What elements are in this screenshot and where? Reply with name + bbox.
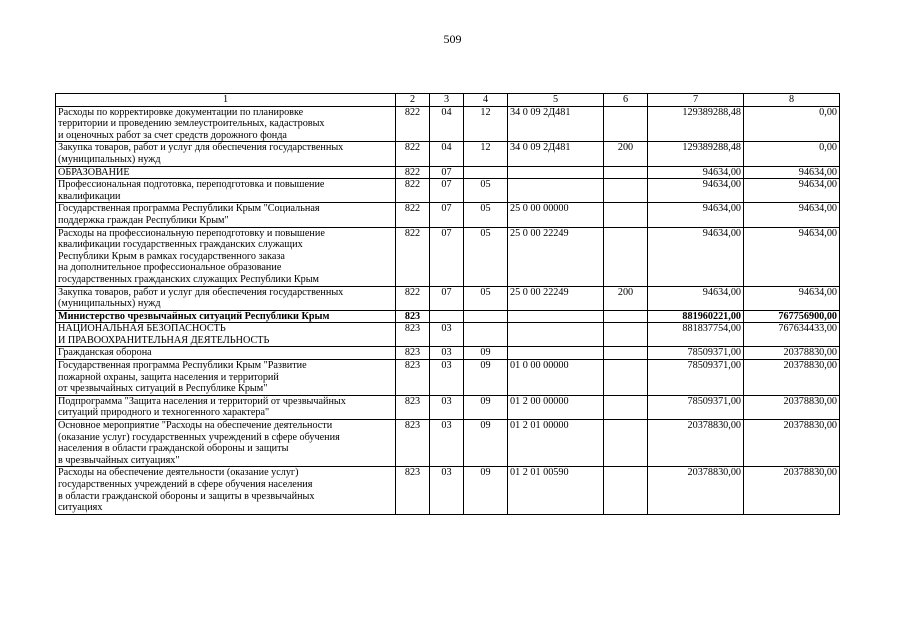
- amount-year-1: 78509371,00: [648, 395, 744, 419]
- target-article-code: 34 0 09 2Д481: [508, 142, 604, 166]
- amount-year-1: 881960221,00: [648, 310, 744, 323]
- subsection-code: 09: [464, 467, 508, 514]
- column-header-8: 8: [744, 94, 840, 107]
- amount-year-2: 20378830,00: [744, 420, 840, 467]
- expense-type-code: [604, 360, 648, 396]
- amount-year-1: 20378830,00: [648, 467, 744, 514]
- amount-year-2: 94634,00: [744, 179, 840, 203]
- subsection-code: 09: [464, 347, 508, 360]
- subsection-code: [464, 166, 508, 179]
- column-header-5: 5: [508, 94, 604, 107]
- section-code: 03: [430, 467, 464, 514]
- expense-type-code: 200: [604, 286, 648, 310]
- table-row: [56, 310, 840, 323]
- amount-year-1: 94634,00: [648, 203, 744, 227]
- page-number: 509: [443, 32, 462, 46]
- row-name: Расходы на профессиональную переподготовку и повышение квалификации государственных гражданских служащих Республики Крым в рамках государственного заказа на дополнительное профессиональное образование государственных гражданских служащих Республики Крым: [56, 227, 396, 286]
- target-article-code: [508, 166, 604, 179]
- column-header-4: 4: [464, 94, 508, 107]
- target-article-code: 01 2 01 00000: [508, 420, 604, 467]
- ministry-code: 823: [396, 310, 430, 323]
- subsection-code: 12: [464, 142, 508, 166]
- ministry-code: 822: [396, 179, 430, 203]
- amount-year-2: 20378830,00: [744, 395, 840, 419]
- row-name: Закупка товаров, работ и услуг для обеспечения государственных (муниципальных) нужд: [56, 142, 396, 166]
- column-header-3: 3: [430, 94, 464, 107]
- expense-type-code: [604, 323, 648, 347]
- ministry-code: 823: [396, 467, 430, 514]
- table-row: [56, 227, 840, 286]
- table-row: [56, 179, 840, 203]
- amount-year-2: 20378830,00: [744, 467, 840, 514]
- table-row: [56, 166, 840, 179]
- budget-table: [55, 93, 840, 515]
- subsection-code: 05: [464, 203, 508, 227]
- amount-year-2: 94634,00: [744, 166, 840, 179]
- table-row: [56, 467, 840, 514]
- column-header-2: 2: [396, 94, 430, 107]
- amount-year-2: 0,00: [744, 142, 840, 166]
- amount-year-2: 20378830,00: [744, 347, 840, 360]
- subsection-code: 12: [464, 106, 508, 142]
- row-name: Министерство чрезвычайных ситуаций Республики Крым: [56, 310, 396, 323]
- amount-year-2: 94634,00: [744, 203, 840, 227]
- section-code: 03: [430, 420, 464, 467]
- ministry-code: 823: [396, 323, 430, 347]
- amount-year-1: 129389288,48: [648, 106, 744, 142]
- section-code: 03: [430, 395, 464, 419]
- amount-year-2: 94634,00: [744, 227, 840, 286]
- target-article-code: [508, 323, 604, 347]
- section-code: 07: [430, 166, 464, 179]
- table-row: [56, 347, 840, 360]
- amount-year-1: 78509371,00: [648, 347, 744, 360]
- subsection-code: 05: [464, 286, 508, 310]
- ministry-code: 823: [396, 420, 430, 467]
- amount-year-1: 94634,00: [648, 166, 744, 179]
- subsection-code: 05: [464, 227, 508, 286]
- subsection-code: 09: [464, 395, 508, 419]
- expense-type-code: [604, 203, 648, 227]
- target-article-code: 25 0 00 00000: [508, 203, 604, 227]
- section-code: 07: [430, 203, 464, 227]
- expense-type-code: 200: [604, 142, 648, 166]
- amount-year-2: 94634,00: [744, 286, 840, 310]
- ministry-code: 822: [396, 166, 430, 179]
- row-name: Закупка товаров, работ и услуг для обеспечения государственных (муниципальных) нужд: [56, 286, 396, 310]
- expense-type-code: [604, 227, 648, 286]
- subsection-code: [464, 310, 508, 323]
- section-code: 07: [430, 227, 464, 286]
- row-name: Подпрограмма "Защита населения и территорий от чрезвычайных ситуаций природного и техногенного характера": [56, 395, 396, 419]
- expense-type-code: [604, 179, 648, 203]
- amount-year-2: 767756900,00: [744, 310, 840, 323]
- table-row: [56, 142, 840, 166]
- target-article-code: 25 0 00 22249: [508, 286, 604, 310]
- ministry-code: 823: [396, 347, 430, 360]
- row-name: Государственная программа Республики Крым "Социальная поддержка граждан Республики Крым": [56, 203, 396, 227]
- target-article-code: [508, 310, 604, 323]
- amount-year-2: 0,00: [744, 106, 840, 142]
- expense-type-code: [604, 347, 648, 360]
- expense-type-code: [604, 166, 648, 179]
- target-article-code: [508, 347, 604, 360]
- ministry-code: 822: [396, 106, 430, 142]
- section-code: 03: [430, 323, 464, 347]
- section-code: 07: [430, 286, 464, 310]
- subsection-code: 09: [464, 420, 508, 467]
- amount-year-1: 20378830,00: [648, 420, 744, 467]
- table-row: [56, 420, 840, 467]
- subsection-code: 09: [464, 360, 508, 396]
- amount-year-1: 94634,00: [648, 179, 744, 203]
- table-row: [56, 286, 840, 310]
- subsection-code: 05: [464, 179, 508, 203]
- table-row: [56, 395, 840, 419]
- expense-type-code: [604, 395, 648, 419]
- ministry-code: 823: [396, 395, 430, 419]
- expense-type-code: [604, 310, 648, 323]
- subsection-code: [464, 323, 508, 347]
- section-code: 03: [430, 347, 464, 360]
- row-name: ОБРАЗОВАНИЕ: [56, 166, 396, 179]
- expense-type-code: [604, 420, 648, 467]
- ministry-code: 822: [396, 227, 430, 286]
- target-article-code: 34 0 09 2Д481: [508, 106, 604, 142]
- ministry-code: 822: [396, 142, 430, 166]
- row-name: Основное мероприятие "Расходы на обеспечение деятельности (оказание услуг) государственных учреждений в сфере обучения населения в области гражданской обороны и защиты в чрезвычайных ситуациях": [56, 420, 396, 467]
- target-article-code: [508, 179, 604, 203]
- section-code: 07: [430, 179, 464, 203]
- target-article-code: 01 0 00 00000: [508, 360, 604, 396]
- amount-year-1: 129389288,48: [648, 142, 744, 166]
- ministry-code: 822: [396, 203, 430, 227]
- amount-year-1: 94634,00: [648, 286, 744, 310]
- ministry-code: 822: [396, 286, 430, 310]
- section-code: 03: [430, 360, 464, 396]
- table-row: [56, 323, 840, 347]
- row-name: НАЦИОНАЛЬНАЯ БЕЗОПАСНОСТЬ И ПРАВООХРАНИТЕЛЬНАЯ ДЕЯТЕЛЬНОСТЬ: [56, 323, 396, 347]
- section-code: 04: [430, 106, 464, 142]
- table-row: [56, 360, 840, 396]
- amount-year-2: 767634433,00: [744, 323, 840, 347]
- row-name: Расходы на обеспечение деятельности (оказание услуг) государственных учреждений в сфере обучения населения в области гражданской обороны и защиты в чрезвычайных ситуациях: [56, 467, 396, 514]
- table-row: [56, 106, 840, 142]
- row-name: Гражданская оборона: [56, 347, 396, 360]
- column-header-6: 6: [604, 94, 648, 107]
- expense-type-code: [604, 467, 648, 514]
- column-header-7: 7: [648, 94, 744, 107]
- expense-type-code: [604, 106, 648, 142]
- row-name: Расходы по корректировке документации по планировке территории и проведению землеустроительных, кадастровых и оценочных работ за счет средств дорожного фонда: [56, 106, 396, 142]
- ministry-code: 823: [396, 360, 430, 396]
- section-code: [430, 310, 464, 323]
- target-article-code: 01 2 01 00590: [508, 467, 604, 514]
- target-article-code: 25 0 00 22249: [508, 227, 604, 286]
- table-header-row: [56, 94, 840, 107]
- row-name: Государственная программа Республики Крым "Развитие пожарной охраны, защита населения и территорий от чрезвычайных ситуаций в Республике Крым": [56, 360, 396, 396]
- amount-year-1: 881837754,00: [648, 323, 744, 347]
- table-row: [56, 203, 840, 227]
- amount-year-1: 94634,00: [648, 227, 744, 286]
- row-name: Профессиональная подготовка, переподготовка и повышение квалификации: [56, 179, 396, 203]
- amount-year-1: 78509371,00: [648, 360, 744, 396]
- section-code: 04: [430, 142, 464, 166]
- column-header-1: 1: [56, 94, 396, 107]
- amount-year-2: 20378830,00: [744, 360, 840, 396]
- target-article-code: 01 2 00 00000: [508, 395, 604, 419]
